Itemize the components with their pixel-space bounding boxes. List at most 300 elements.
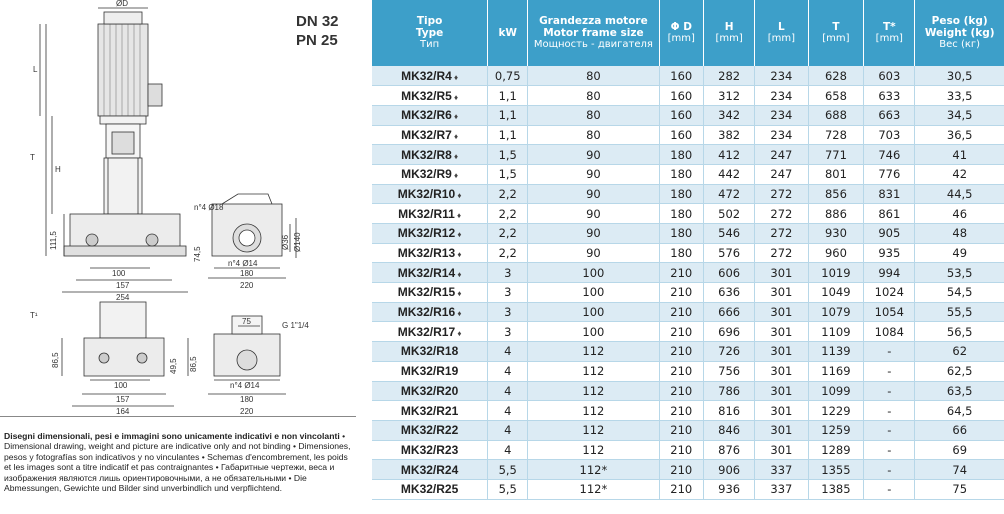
column-header-line: T* bbox=[882, 21, 896, 33]
cell-kw: 3 bbox=[488, 322, 528, 342]
diamond-icon: ♦ bbox=[455, 328, 462, 338]
cell-frame: 80 bbox=[528, 86, 659, 106]
model-cell bbox=[372, 243, 488, 263]
column-header-line: [mm] bbox=[667, 33, 695, 44]
table-row bbox=[372, 86, 1004, 106]
cell-ts: 703 bbox=[864, 125, 915, 145]
column-header-line: H bbox=[724, 21, 734, 33]
cell-l: 301 bbox=[755, 420, 808, 440]
cell-d: 210 bbox=[659, 420, 704, 440]
column-header bbox=[864, 0, 915, 66]
diamond-icon: ♦ bbox=[451, 92, 459, 102]
label-157a: 157 bbox=[116, 281, 130, 290]
table-row bbox=[372, 401, 1004, 421]
cell-kw: 4 bbox=[488, 361, 528, 381]
model-name: MK32/R18 bbox=[400, 344, 459, 359]
cell-d: 210 bbox=[659, 263, 704, 283]
label-157b: 157 bbox=[116, 395, 130, 404]
cell-frame: 112 bbox=[528, 420, 659, 440]
cell-t: 1099 bbox=[808, 381, 864, 401]
model-name: MK32/R11 bbox=[398, 206, 455, 221]
cell-w: 34,5 bbox=[915, 105, 1004, 125]
cell-w: 62 bbox=[915, 342, 1004, 362]
cell-t: 1019 bbox=[808, 263, 864, 283]
cell-d: 160 bbox=[659, 66, 704, 86]
cell-d: 210 bbox=[659, 440, 704, 460]
cell-l: 301 bbox=[755, 361, 808, 381]
model-name: MK32/R13 bbox=[397, 246, 456, 261]
cell-h: 312 bbox=[704, 86, 755, 106]
cell-t: 960 bbox=[808, 243, 864, 263]
column-header-line: Motor frame size bbox=[543, 27, 644, 39]
model-cell bbox=[372, 164, 488, 184]
diamond-icon: ♦ bbox=[455, 190, 462, 200]
cell-l: 301 bbox=[755, 322, 808, 342]
cell-frame: 90 bbox=[528, 145, 659, 165]
cell-d: 160 bbox=[659, 105, 704, 125]
model-cell bbox=[372, 381, 488, 401]
cell-d: 160 bbox=[659, 125, 704, 145]
label-H: H bbox=[55, 165, 61, 174]
cell-l: 337 bbox=[755, 460, 808, 480]
cell-w: 30,5 bbox=[915, 66, 1004, 86]
model-name: MK32/R22 bbox=[400, 423, 459, 438]
diamond-icon: ♦ bbox=[451, 131, 459, 141]
label-L: L bbox=[33, 65, 38, 74]
cell-frame: 80 bbox=[528, 66, 659, 86]
cell-w: 62,5 bbox=[915, 361, 1004, 381]
cell-d: 210 bbox=[659, 460, 704, 480]
model-cell bbox=[372, 204, 488, 224]
model-cell bbox=[372, 322, 488, 342]
cell-l: 272 bbox=[755, 184, 808, 204]
label-n4phi14a: n°4 Ø14 bbox=[228, 259, 258, 268]
disclaimer-bold: Disegni dimensionali, pesi e immagini sono unicamente indicativi e non vincolanti bbox=[4, 431, 340, 441]
cell-t: 856 bbox=[808, 184, 864, 204]
column-header bbox=[659, 0, 704, 66]
table-row bbox=[372, 302, 1004, 322]
disclaimer-rest: • Dimensional drawing, weight and picture are indicative only and not binding • Dimensiones, pesos y fotografías son indicativos y no vinculantes • Schemas d'encombrement, les poids et les images sont a titre indicatif et pas contraignantes • Габаритные чертежи, веса и изображения являются лишь ориентировочными, а не обязательными • Die Abmessungen, Gewichte und Bilder sind unverbindlich und verpflichtend. bbox=[4, 431, 351, 494]
cell-ts: 1084 bbox=[864, 322, 915, 342]
cell-frame: 112 bbox=[528, 440, 659, 460]
label-220b: 220 bbox=[240, 407, 254, 416]
column-header-line: Вес (кг) bbox=[939, 39, 981, 50]
cell-d: 180 bbox=[659, 164, 704, 184]
label-d865b: 86,5 bbox=[189, 356, 198, 372]
cell-w: 54,5 bbox=[915, 283, 1004, 303]
model-cell bbox=[372, 361, 488, 381]
cell-l: 234 bbox=[755, 66, 808, 86]
cell-h: 412 bbox=[704, 145, 755, 165]
column-header-line: Tipo bbox=[416, 15, 443, 27]
cell-w: 36,5 bbox=[915, 125, 1004, 145]
model-cell bbox=[372, 125, 488, 145]
table-row bbox=[372, 361, 1004, 381]
diamond-icon: ♦ bbox=[455, 309, 462, 319]
cell-w: 44,5 bbox=[915, 184, 1004, 204]
column-header-line: Мощность - двигателя bbox=[533, 39, 653, 50]
cell-h: 342 bbox=[704, 105, 755, 125]
cell-t: 628 bbox=[808, 66, 864, 86]
cell-frame: 100 bbox=[528, 283, 659, 303]
cell-kw: 4 bbox=[488, 381, 528, 401]
model-cell bbox=[372, 342, 488, 362]
label-n4phi14b: n°4 Ø14 bbox=[230, 381, 260, 390]
cell-d: 210 bbox=[659, 401, 704, 421]
cell-ts: - bbox=[864, 479, 915, 499]
cell-w: 55,5 bbox=[915, 302, 1004, 322]
table-row bbox=[372, 125, 1004, 145]
cell-ts: - bbox=[864, 420, 915, 440]
cell-frame: 112 bbox=[528, 342, 659, 362]
table-row bbox=[372, 145, 1004, 165]
specs-table-wrap bbox=[372, 0, 1004, 500]
cell-h: 726 bbox=[704, 342, 755, 362]
model-cell bbox=[372, 302, 488, 322]
column-header bbox=[755, 0, 808, 66]
model-name: MK32/R16 bbox=[397, 305, 456, 320]
cell-w: 48 bbox=[915, 224, 1004, 244]
cell-h: 472 bbox=[704, 184, 755, 204]
column-header-line: [mm] bbox=[822, 33, 850, 44]
table-row bbox=[372, 342, 1004, 362]
cell-l: 301 bbox=[755, 302, 808, 322]
table-row bbox=[372, 479, 1004, 499]
diamond-icon: ♦ bbox=[455, 250, 462, 260]
table-row bbox=[372, 440, 1004, 460]
label-d75: 75 bbox=[242, 317, 251, 326]
cell-h: 502 bbox=[704, 204, 755, 224]
model-cell bbox=[372, 401, 488, 421]
diamond-icon: ♦ bbox=[451, 112, 459, 122]
column-header bbox=[704, 0, 755, 66]
cell-w: 63,5 bbox=[915, 381, 1004, 401]
column-header-line: Peso (kg) bbox=[931, 15, 988, 27]
diamond-icon: ♦ bbox=[455, 269, 462, 279]
cell-kw: 1,5 bbox=[488, 145, 528, 165]
cell-ts: 746 bbox=[864, 145, 915, 165]
model-name: MK32/R23 bbox=[400, 442, 459, 457]
table-row bbox=[372, 184, 1004, 204]
cell-h: 756 bbox=[704, 361, 755, 381]
cell-frame: 112* bbox=[528, 460, 659, 480]
cell-frame: 90 bbox=[528, 164, 659, 184]
model-cell bbox=[372, 86, 488, 106]
cell-d: 210 bbox=[659, 283, 704, 303]
cell-d: 210 bbox=[659, 342, 704, 362]
label-100a: 100 bbox=[112, 269, 126, 278]
cell-t: 1289 bbox=[808, 440, 864, 460]
cell-h: 442 bbox=[704, 164, 755, 184]
table-row bbox=[372, 243, 1004, 263]
cell-ts: 1054 bbox=[864, 302, 915, 322]
model-cell bbox=[372, 440, 488, 460]
cell-t: 801 bbox=[808, 164, 864, 184]
cell-h: 606 bbox=[704, 263, 755, 283]
pn-label: PN 25 bbox=[296, 32, 338, 49]
cell-d: 210 bbox=[659, 479, 704, 499]
table-row bbox=[372, 460, 1004, 480]
table-row bbox=[372, 164, 1004, 184]
cell-t: 1169 bbox=[808, 361, 864, 381]
column-header-line: Тип bbox=[420, 39, 440, 50]
cell-h: 636 bbox=[704, 283, 755, 303]
table-row bbox=[372, 105, 1004, 125]
column-header-line: Weight (kg) bbox=[924, 27, 995, 39]
label-180b: 180 bbox=[240, 395, 254, 404]
table-row bbox=[372, 283, 1004, 303]
diamond-icon: ♦ bbox=[451, 171, 459, 181]
table-row bbox=[372, 381, 1004, 401]
model-cell bbox=[372, 460, 488, 480]
cell-d: 180 bbox=[659, 145, 704, 165]
cell-kw: 2,2 bbox=[488, 184, 528, 204]
cell-w: 64,5 bbox=[915, 401, 1004, 421]
cell-kw: 3 bbox=[488, 263, 528, 283]
cell-kw: 5,5 bbox=[488, 479, 528, 499]
label-g114: G 1"1/4 bbox=[282, 321, 309, 330]
label-d74: 74,5 bbox=[193, 246, 202, 262]
cell-kw: 2,2 bbox=[488, 204, 528, 224]
table-row bbox=[372, 66, 1004, 86]
diamond-icon: ♦ bbox=[455, 289, 462, 299]
cell-d: 180 bbox=[659, 184, 704, 204]
cell-d: 210 bbox=[659, 361, 704, 381]
label-d49: 49,5 bbox=[169, 358, 178, 374]
column-header-line: [mm] bbox=[875, 33, 903, 44]
model-name: MK32/R21 bbox=[400, 403, 459, 418]
cell-h: 876 bbox=[704, 440, 755, 460]
cell-w: 75 bbox=[915, 479, 1004, 499]
dn-pn-heading bbox=[296, 12, 339, 50]
model-cell bbox=[372, 263, 488, 283]
cell-d: 160 bbox=[659, 86, 704, 106]
cell-t: 1355 bbox=[808, 460, 864, 480]
column-header-line: [mm] bbox=[767, 33, 796, 44]
cell-kw: 0,75 bbox=[488, 66, 528, 86]
model-name: MK32/R14 bbox=[397, 265, 456, 280]
label-d86: 86,5 bbox=[51, 352, 60, 368]
cell-ts: 935 bbox=[864, 243, 915, 263]
label-254: 254 bbox=[116, 293, 130, 302]
cell-w: 33,5 bbox=[915, 86, 1004, 106]
cell-h: 816 bbox=[704, 401, 755, 421]
cell-kw: 1,1 bbox=[488, 86, 528, 106]
diamond-icon: ♦ bbox=[455, 230, 462, 240]
cell-ts: - bbox=[864, 381, 915, 401]
cell-l: 337 bbox=[755, 479, 808, 499]
cell-l: 301 bbox=[755, 381, 808, 401]
cell-frame: 112* bbox=[528, 479, 659, 499]
cell-h: 906 bbox=[704, 460, 755, 480]
cell-h: 936 bbox=[704, 479, 755, 499]
cell-l: 301 bbox=[755, 263, 808, 283]
cell-l: 272 bbox=[755, 204, 808, 224]
cell-t: 930 bbox=[808, 224, 864, 244]
cell-kw: 4 bbox=[488, 420, 528, 440]
model-cell bbox=[372, 283, 488, 303]
cell-ts: 905 bbox=[864, 224, 915, 244]
model-name: MK32/R8 bbox=[401, 147, 452, 162]
cell-kw: 5,5 bbox=[488, 460, 528, 480]
model-cell bbox=[372, 479, 488, 499]
label-T1: T¹ bbox=[30, 311, 38, 320]
cell-w: 41 bbox=[915, 145, 1004, 165]
column-header bbox=[488, 0, 528, 66]
cell-kw: 1,1 bbox=[488, 105, 528, 125]
model-name: MK32/R10 bbox=[397, 186, 456, 201]
column-header bbox=[372, 0, 488, 66]
cell-frame: 112 bbox=[528, 401, 659, 421]
cell-t: 1139 bbox=[808, 342, 864, 362]
model-name: MK32/R12 bbox=[397, 226, 456, 241]
column-header-line: [mm] bbox=[715, 33, 743, 44]
cell-ts: - bbox=[864, 401, 915, 421]
diamond-icon: ♦ bbox=[451, 151, 459, 161]
cell-ts: 633 bbox=[864, 86, 915, 106]
cell-kw: 2,2 bbox=[488, 224, 528, 244]
cell-w: 42 bbox=[915, 164, 1004, 184]
cell-t: 771 bbox=[808, 145, 864, 165]
cell-t: 1385 bbox=[808, 479, 864, 499]
column-header-line: Φ D bbox=[670, 21, 692, 33]
cell-d: 180 bbox=[659, 243, 704, 263]
diamond-icon: ♦ bbox=[451, 72, 459, 82]
dn-label: DN 32 bbox=[296, 13, 339, 30]
cell-l: 247 bbox=[755, 164, 808, 184]
motor-body bbox=[98, 24, 148, 116]
cell-frame: 90 bbox=[528, 224, 659, 244]
cell-h: 382 bbox=[704, 125, 755, 145]
table-row bbox=[372, 420, 1004, 440]
cell-h: 576 bbox=[704, 243, 755, 263]
cell-ts: 603 bbox=[864, 66, 915, 86]
cell-d: 210 bbox=[659, 302, 704, 322]
cell-t: 1109 bbox=[808, 322, 864, 342]
label-100b: 100 bbox=[114, 381, 128, 390]
label-T: T bbox=[30, 153, 35, 162]
model-name: MK32/R25 bbox=[400, 482, 459, 497]
model-name: MK32/R7 bbox=[401, 127, 452, 142]
cell-l: 234 bbox=[755, 105, 808, 125]
label-164: 164 bbox=[116, 407, 130, 416]
cell-ts: - bbox=[864, 361, 915, 381]
cell-l: 272 bbox=[755, 243, 808, 263]
model-name: MK32/R17 bbox=[397, 324, 456, 339]
disclaimer-text bbox=[4, 431, 356, 493]
cell-ts: 776 bbox=[864, 164, 915, 184]
cell-kw: 1,1 bbox=[488, 125, 528, 145]
cell-d: 210 bbox=[659, 381, 704, 401]
cell-kw: 4 bbox=[488, 401, 528, 421]
divider bbox=[0, 416, 356, 417]
column-header bbox=[808, 0, 864, 66]
label-d36: Ø36 bbox=[281, 234, 290, 250]
cell-h: 786 bbox=[704, 381, 755, 401]
column-header-line: T bbox=[832, 21, 840, 33]
cell-w: 49 bbox=[915, 243, 1004, 263]
column-header-line: kW bbox=[498, 27, 518, 39]
cell-t: 1049 bbox=[808, 283, 864, 303]
model-cell bbox=[372, 145, 488, 165]
cell-w: 66 bbox=[915, 420, 1004, 440]
table-row bbox=[372, 322, 1004, 342]
model-name: MK32/R4 bbox=[401, 68, 452, 83]
model-cell bbox=[372, 66, 488, 86]
cell-h: 546 bbox=[704, 224, 755, 244]
label-220a: 220 bbox=[240, 281, 254, 290]
model-cell bbox=[372, 420, 488, 440]
cell-h: 282 bbox=[704, 66, 755, 86]
column-header-line: Type bbox=[415, 27, 444, 39]
model-cell bbox=[372, 105, 488, 125]
dimensional-drawing bbox=[0, 0, 360, 420]
label-n4phi18: n°4 Ø18 bbox=[194, 203, 224, 212]
cell-h: 846 bbox=[704, 420, 755, 440]
cell-t: 1079 bbox=[808, 302, 864, 322]
cell-frame: 100 bbox=[528, 322, 659, 342]
cell-ts: - bbox=[864, 440, 915, 460]
cell-l: 301 bbox=[755, 283, 808, 303]
label-111: 111,5 bbox=[49, 231, 58, 250]
cell-l: 247 bbox=[755, 145, 808, 165]
cell-d: 210 bbox=[659, 322, 704, 342]
model-name: MK32/R9 bbox=[401, 167, 452, 182]
cell-frame: 100 bbox=[528, 302, 659, 322]
cell-ts: 994 bbox=[864, 263, 915, 283]
label-phiD: ØD bbox=[116, 0, 128, 8]
cell-l: 234 bbox=[755, 125, 808, 145]
cell-ts: 663 bbox=[864, 105, 915, 125]
model-name: MK32/R15 bbox=[397, 285, 456, 300]
model-name: MK32/R24 bbox=[400, 462, 459, 477]
cell-kw: 3 bbox=[488, 283, 528, 303]
table-header-row bbox=[372, 0, 1004, 66]
cell-ts: 831 bbox=[864, 184, 915, 204]
cell-t: 886 bbox=[808, 204, 864, 224]
cell-ts: 861 bbox=[864, 204, 915, 224]
cell-kw: 4 bbox=[488, 440, 528, 460]
diamond-icon: ♦ bbox=[454, 210, 462, 220]
cell-t: 658 bbox=[808, 86, 864, 106]
cell-ts: 1024 bbox=[864, 283, 915, 303]
cell-l: 301 bbox=[755, 440, 808, 460]
table-row bbox=[372, 224, 1004, 244]
cell-frame: 90 bbox=[528, 204, 659, 224]
cell-t: 728 bbox=[808, 125, 864, 145]
table-body bbox=[372, 66, 1004, 499]
cell-frame: 80 bbox=[528, 125, 659, 145]
cell-ts: - bbox=[864, 460, 915, 480]
table-row bbox=[372, 204, 1004, 224]
model-name: MK32/R19 bbox=[400, 364, 459, 379]
column-header bbox=[915, 0, 1004, 66]
cell-frame: 80 bbox=[528, 105, 659, 125]
column-header-line: Grandezza motore bbox=[539, 15, 648, 27]
table-row bbox=[372, 263, 1004, 283]
cell-w: 46 bbox=[915, 204, 1004, 224]
specs-table bbox=[372, 0, 1004, 500]
cell-t: 1229 bbox=[808, 401, 864, 421]
column-header bbox=[528, 0, 659, 66]
label-d140: Ø140 bbox=[293, 232, 302, 252]
model-name: MK32/R5 bbox=[401, 88, 452, 103]
column-header-line: L bbox=[778, 21, 785, 33]
cell-w: 74 bbox=[915, 460, 1004, 480]
cell-frame: 112 bbox=[528, 381, 659, 401]
cell-l: 301 bbox=[755, 342, 808, 362]
cell-h: 696 bbox=[704, 322, 755, 342]
